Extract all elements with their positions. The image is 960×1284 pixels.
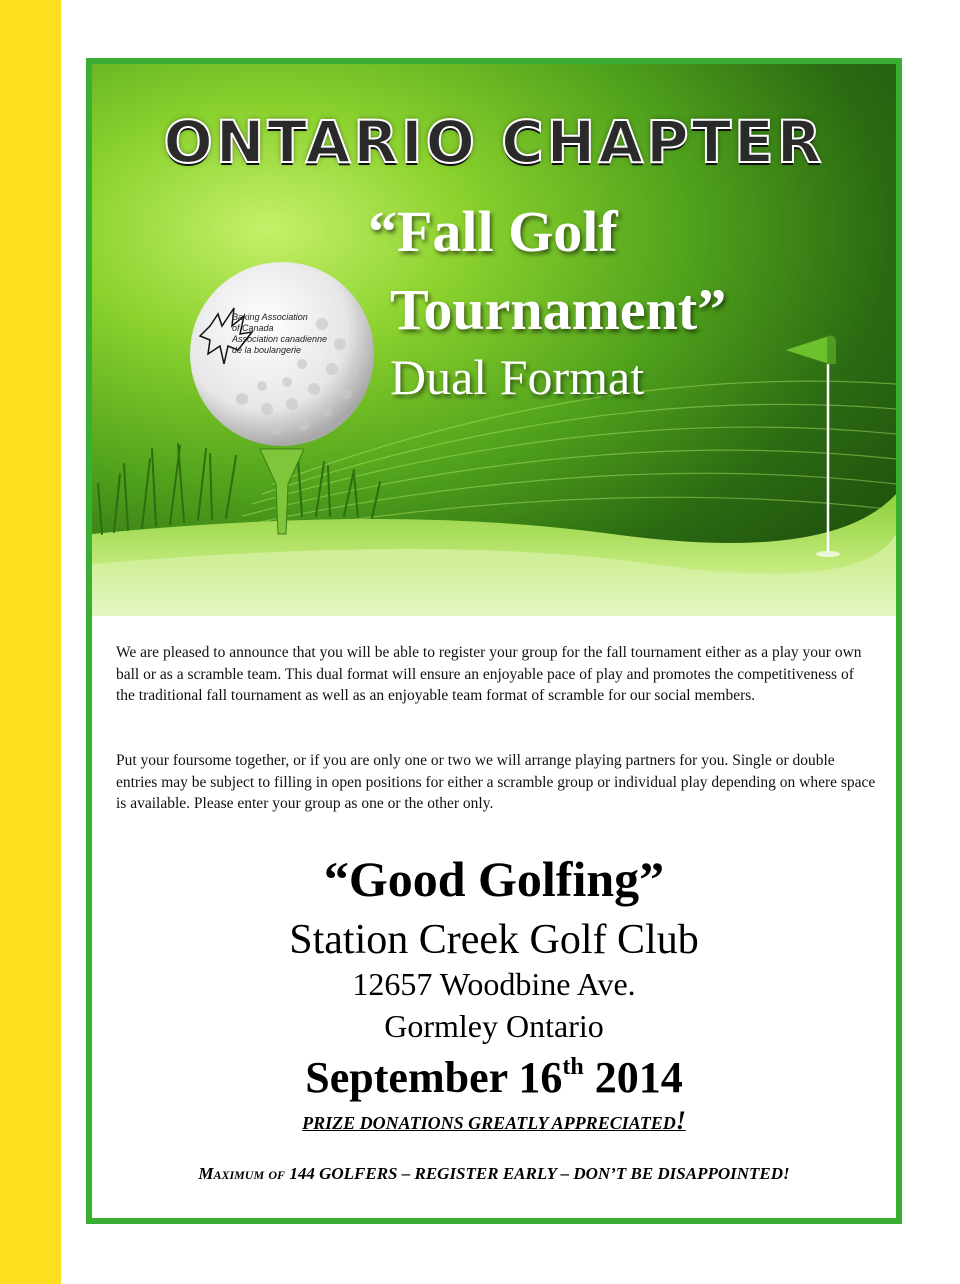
- date-year: 2014: [583, 1053, 683, 1102]
- venue-city: Gormley Ontario: [384, 1008, 604, 1044]
- logo-line-3: Association canadienne: [232, 334, 328, 344]
- chapter-heading: ONTARIO CHAPTER: [163, 108, 825, 176]
- prize-text: PRIZE DONATIONS GREATLY APPRECIATED: [302, 1113, 676, 1133]
- venue-address: 12657 Woodbine Ave.: [352, 966, 636, 1002]
- golf-banner: [92, 64, 896, 616]
- prize-donations-note: [92, 1106, 896, 1136]
- logo-line-4: de la boulangerie: [232, 345, 302, 355]
- flyer-frame: [86, 58, 902, 1224]
- date-ordinal: th: [562, 1054, 584, 1080]
- title-line-2: Tournament”: [390, 277, 727, 342]
- max-prefix: Maximum of: [198, 1164, 286, 1183]
- title-line-1: “Fall Golf: [368, 199, 618, 264]
- logo-line-2: of Canada: [232, 323, 274, 333]
- event-date: [92, 1052, 896, 1103]
- bac-logo-text: [232, 312, 327, 356]
- max-rest: 144 GOLFERS – REGISTER EARLY – DON’T BE DISAPPOINTED!: [285, 1164, 790, 1183]
- good-golfing-slogan: “Good Golfing”: [323, 851, 665, 907]
- yellow-side-bar: [0, 0, 61, 1284]
- foursome-paragraph: Put your foursome together, or if you are only one or two we will arrange playing partners for you. Single or double entries may be subject to filling in open positions for either a scramble group or individual play depending on where space is available. Please enter your group as one or the other only.: [116, 752, 876, 813]
- date-day: September 16: [305, 1053, 563, 1102]
- max-golfers-note: [92, 1164, 896, 1184]
- venue-name: Station Creek Golf Club: [289, 917, 699, 963]
- prize-exclamation: !: [675, 1106, 686, 1135]
- intro-paragraph: We are pleased to announce that you will be able to register your group for the fall tournament either as a play your own ball or as a scramble team. This dual format will ensure an enjoyable pace of play and promotes the competitiveness of the traditional fall tournament as well as an enjoyable team format of scramble for our social members.: [116, 644, 862, 705]
- format-subtitle: Dual Format: [390, 349, 645, 405]
- logo-line-1: Baking Association: [232, 312, 308, 322]
